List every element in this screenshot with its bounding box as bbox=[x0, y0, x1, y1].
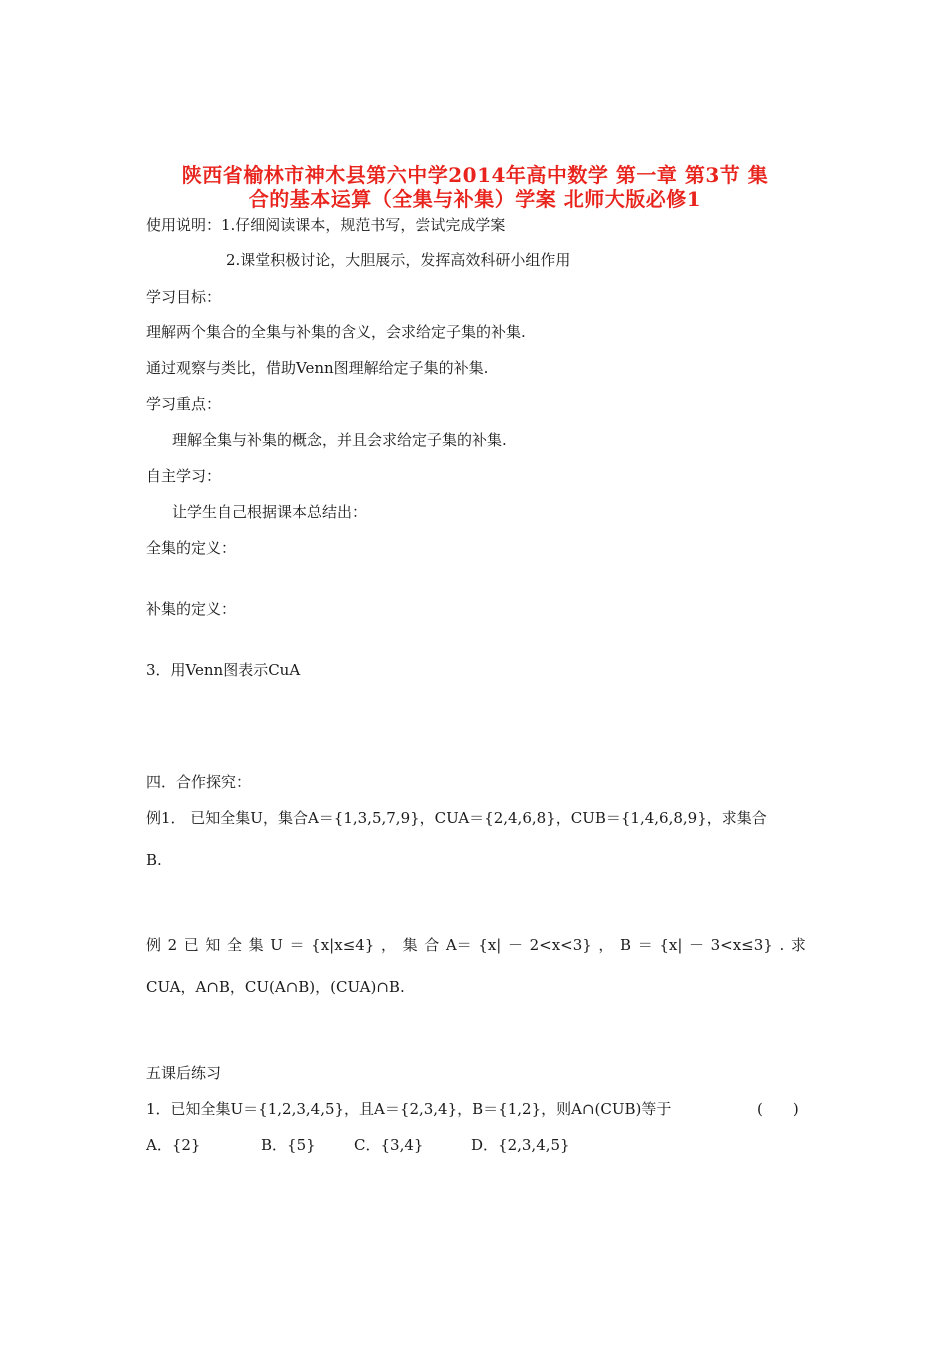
example-2-token: {x|x≤4} bbox=[311, 936, 375, 954]
option-a: A．{2} bbox=[146, 1136, 201, 1154]
venn-diagram-task: 3．用Venn图表示CuA bbox=[146, 661, 301, 679]
example-2-token: A＝ bbox=[445, 936, 472, 954]
objective-item-2: 通过观察与类比，借助Venn图理解给定子集的补集. bbox=[146, 359, 489, 377]
self-study-heading: 自主学习： bbox=[146, 467, 222, 485]
example-2-token: 3<x≤3} bbox=[710, 936, 773, 954]
example-2-token: 2 bbox=[167, 936, 178, 954]
example-2-token: 已 bbox=[183, 936, 199, 954]
example-2-token: 全 bbox=[227, 936, 243, 954]
example-2-token: 集 bbox=[248, 936, 264, 954]
example-2-token: 求 bbox=[790, 936, 806, 954]
example-2-line-1 bbox=[146, 935, 806, 955]
example-2-token: 2<x<3} bbox=[529, 936, 592, 954]
instructions-line-2: 2.课堂积极讨论，大胆展示，发挥高效科研小组作用 bbox=[226, 251, 571, 269]
example-2-line-2: CUA，A∩B，CU(A∩B)，(CUA)∩B. bbox=[146, 978, 405, 996]
option-b: B．{5} bbox=[261, 1136, 316, 1154]
example-2-token: ， bbox=[598, 936, 614, 954]
example-1-line-2: B. bbox=[146, 851, 162, 869]
option-d: D．{2,3,4,5} bbox=[471, 1136, 570, 1154]
example-2-token: 集 bbox=[402, 936, 418, 954]
example-2-token: ＝ bbox=[289, 936, 305, 954]
example-2-token: . bbox=[779, 936, 785, 954]
answer-parentheses: ( ) bbox=[757, 1100, 799, 1118]
example-1-line-1: 例1． 已知全集U，集合A＝{1,3,5,7,9}，CUA＝{2,4,6,8}，CUB＝{1,4,6,8,9}，求集合 bbox=[146, 809, 767, 827]
example-2-token: 知 bbox=[205, 936, 221, 954]
universal-set-definition-label: 全集的定义： bbox=[146, 539, 237, 557]
example-2-token: － bbox=[688, 936, 704, 954]
example-2-token: {x| bbox=[478, 936, 502, 954]
instructions-line-1: 使用说明：1.仔细阅读课本，规范书写，尝试完成学案 bbox=[146, 216, 506, 234]
practice-question-1: 1．已知全集U＝{1,2,3,4,5}，且A＝{2,3,4}，B＝{1,2}，则A∩(CUB)等于 bbox=[146, 1100, 672, 1118]
key-point-item-1: 理解全集与补集的概念，并且会求给定子集的补集. bbox=[172, 431, 507, 449]
example-2-token: 例 bbox=[146, 936, 162, 954]
example-2-token: B bbox=[620, 936, 632, 954]
objectives-heading: 学习目标： bbox=[146, 288, 222, 306]
objective-item-1: 理解两个集合的全集与补集的含义，会求给定子集的补集. bbox=[146, 323, 526, 341]
key-points-heading: 学习重点： bbox=[146, 395, 222, 413]
example-2-token: － bbox=[507, 936, 523, 954]
example-2-token: 合 bbox=[424, 936, 440, 954]
self-study-prompt: 让学生自己根据课本总结出： bbox=[172, 503, 368, 521]
example-2-token: {x| bbox=[659, 936, 683, 954]
option-c: C．{3,4} bbox=[354, 1136, 424, 1154]
practice-heading: 五课后练习 bbox=[146, 1064, 222, 1082]
example-2-token: U bbox=[270, 936, 283, 954]
example-2-token: ， bbox=[380, 936, 396, 954]
cooperative-heading: 四．合作探究： bbox=[146, 773, 252, 791]
page-title-line-2: 合的基本运算（全集与补集）学案 北师大版必修1 bbox=[248, 187, 702, 211]
page-title-line-1: 陕西省榆林市神木县第六中学2014年高中数学 第一章 第3节 集 bbox=[181, 163, 769, 187]
complement-definition-label: 补集的定义： bbox=[146, 600, 237, 618]
example-2-token: ＝ bbox=[637, 936, 653, 954]
